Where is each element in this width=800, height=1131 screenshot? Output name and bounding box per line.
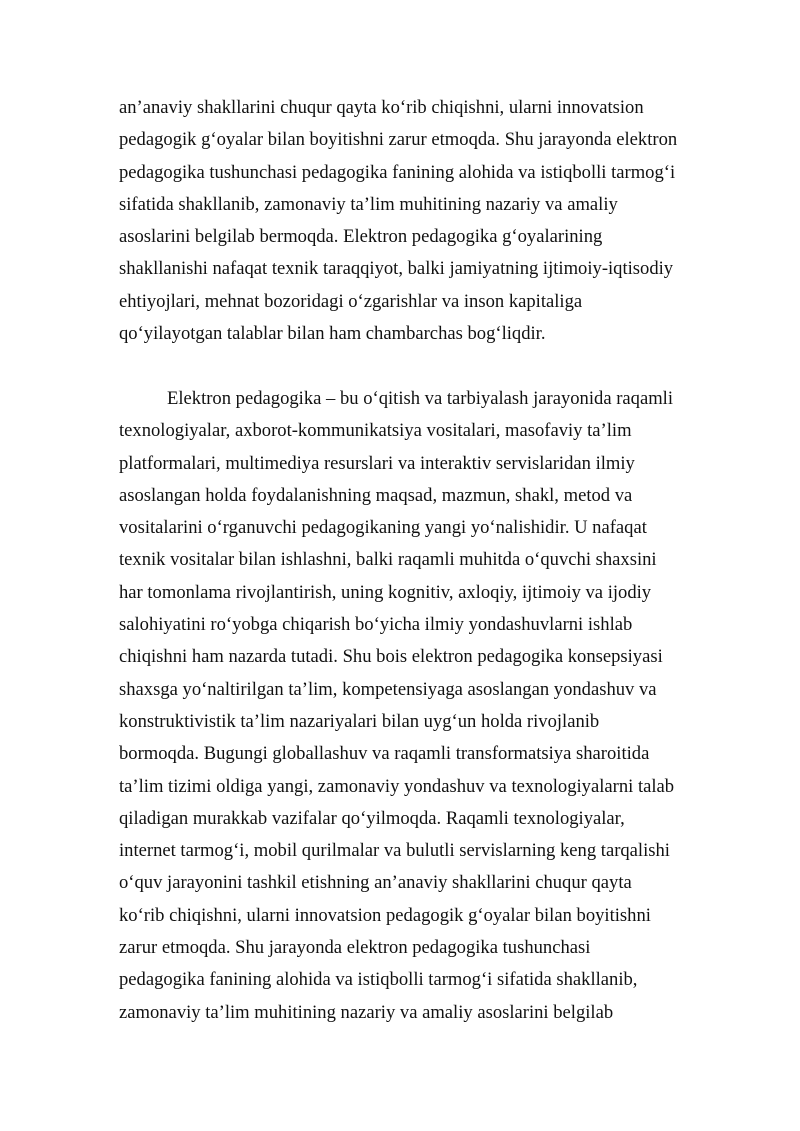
text-line: texnologiyalar, axborot-kommunikatsiya vositalari, masofaviy ta’lim — [119, 420, 632, 442]
text-line: zarur etmoqda. Shu jarayonda elektron pedagogika tushunchasi — [119, 937, 591, 959]
text-line: pedagogik g‘oyalar bilan boyitishni zarur etmoqda. Shu jarayonda elektron — [119, 129, 678, 151]
text-line: texnik vositalar bilan ishlashni, balki raqamli muhitda o‘quvchi shaxsini — [119, 549, 657, 571]
text-line: asoslangan holda foydalanishning maqsad, mazmun, shakl, metod va — [119, 484, 633, 506]
text-line: ehtiyojlari, mehnat bozoridagi o‘zgarishlar va inson kapitaliga — [119, 290, 583, 312]
text-line: Elektron pedagogika – bu o‘qitish va tarbiyalash jarayonida raqamli — [167, 388, 674, 409]
text-line: salohiyatini ro‘yobga chiqarish bo‘yicha ilmiy yondashuvlarni ishlab — [119, 614, 633, 636]
text-line: sifatida shakllanib, zamonaviy ta’lim muhitining nazariy va amaliy — [119, 193, 618, 215]
text-line: ko‘rib chiqishni, ularni innovatsion pedagogik g‘oyalar bilan boyitishni — [119, 904, 651, 926]
paragraph-definition — [119, 383, 681, 1029]
text-line: an’anaviy shakllarini chuqur qayta ko‘rib chiqishni, ularni innovatsion — [119, 97, 644, 118]
text-line: pedagogika fanining alohida va istiqbolli tarmog‘i sifatida shakllanib, — [119, 969, 638, 991]
text-line: bormoqda. Bugungi globallashuv va raqamli transformatsiya sharoitida — [119, 743, 650, 765]
text-line: qiladigan murakkab vazifalar qo‘yilmoqda. Raqamli texnologiyalar, — [119, 807, 625, 829]
text-line: har tomonlama rivojlantirish, uning kognitiv, axloqiy, ijtimoiy va ijodiy — [119, 581, 652, 603]
text-line: shakllanishi nafaqat texnik taraqqiyot, balki jamiyatning ijtimoiy-iqtisodiy — [119, 258, 674, 280]
text-line: platformalari, multimediya resurslari va interaktiv servislaridan ilmiy — [119, 452, 635, 474]
text-line: qo‘yilayotgan talablar bilan ham chambarchas bog‘liqdir. — [119, 323, 546, 345]
text-line: pedagogika tushunchasi pedagogika fanining alohida va istiqbolli tarmog‘i — [119, 161, 676, 183]
text-line: shaxsga yo‘naltirilgan ta’lim, kompetensiyaga asoslangan yondashuv va — [119, 678, 657, 700]
text-line: zamonaviy ta’lim muhitining nazariy va amaliy asoslarini belgilab — [119, 1001, 614, 1023]
text-line: chiqishni ham nazarda tutadi. Shu bois elektron pedagogika konsepsiyasi — [119, 646, 663, 668]
text-line: vositalarini o‘rganuvchi pedagogikaning yangi yo‘nalishidir. U nafaqat — [119, 517, 647, 539]
text-line: internet tarmog‘i, mobil qurilmalar va bulutli servislarning keng tarqalishi — [119, 840, 670, 862]
text-line: ta’lim tizimi oldiga yangi, zamonaviy yondashuv va texnologiyalarni talab — [119, 775, 675, 797]
text-line: o‘quv jarayonini tashkil etishning an’anaviy shakllarini chuqur qayta — [119, 872, 632, 894]
text-line: asoslarini belgilab bermoqda. Elektron pedagogika g‘oyalarining — [119, 226, 603, 248]
text-line: konstruktivistik ta’lim nazariyalari bilan uyg‘un holda rivojlanib — [119, 710, 600, 732]
paragraph-continuation — [119, 92, 681, 350]
